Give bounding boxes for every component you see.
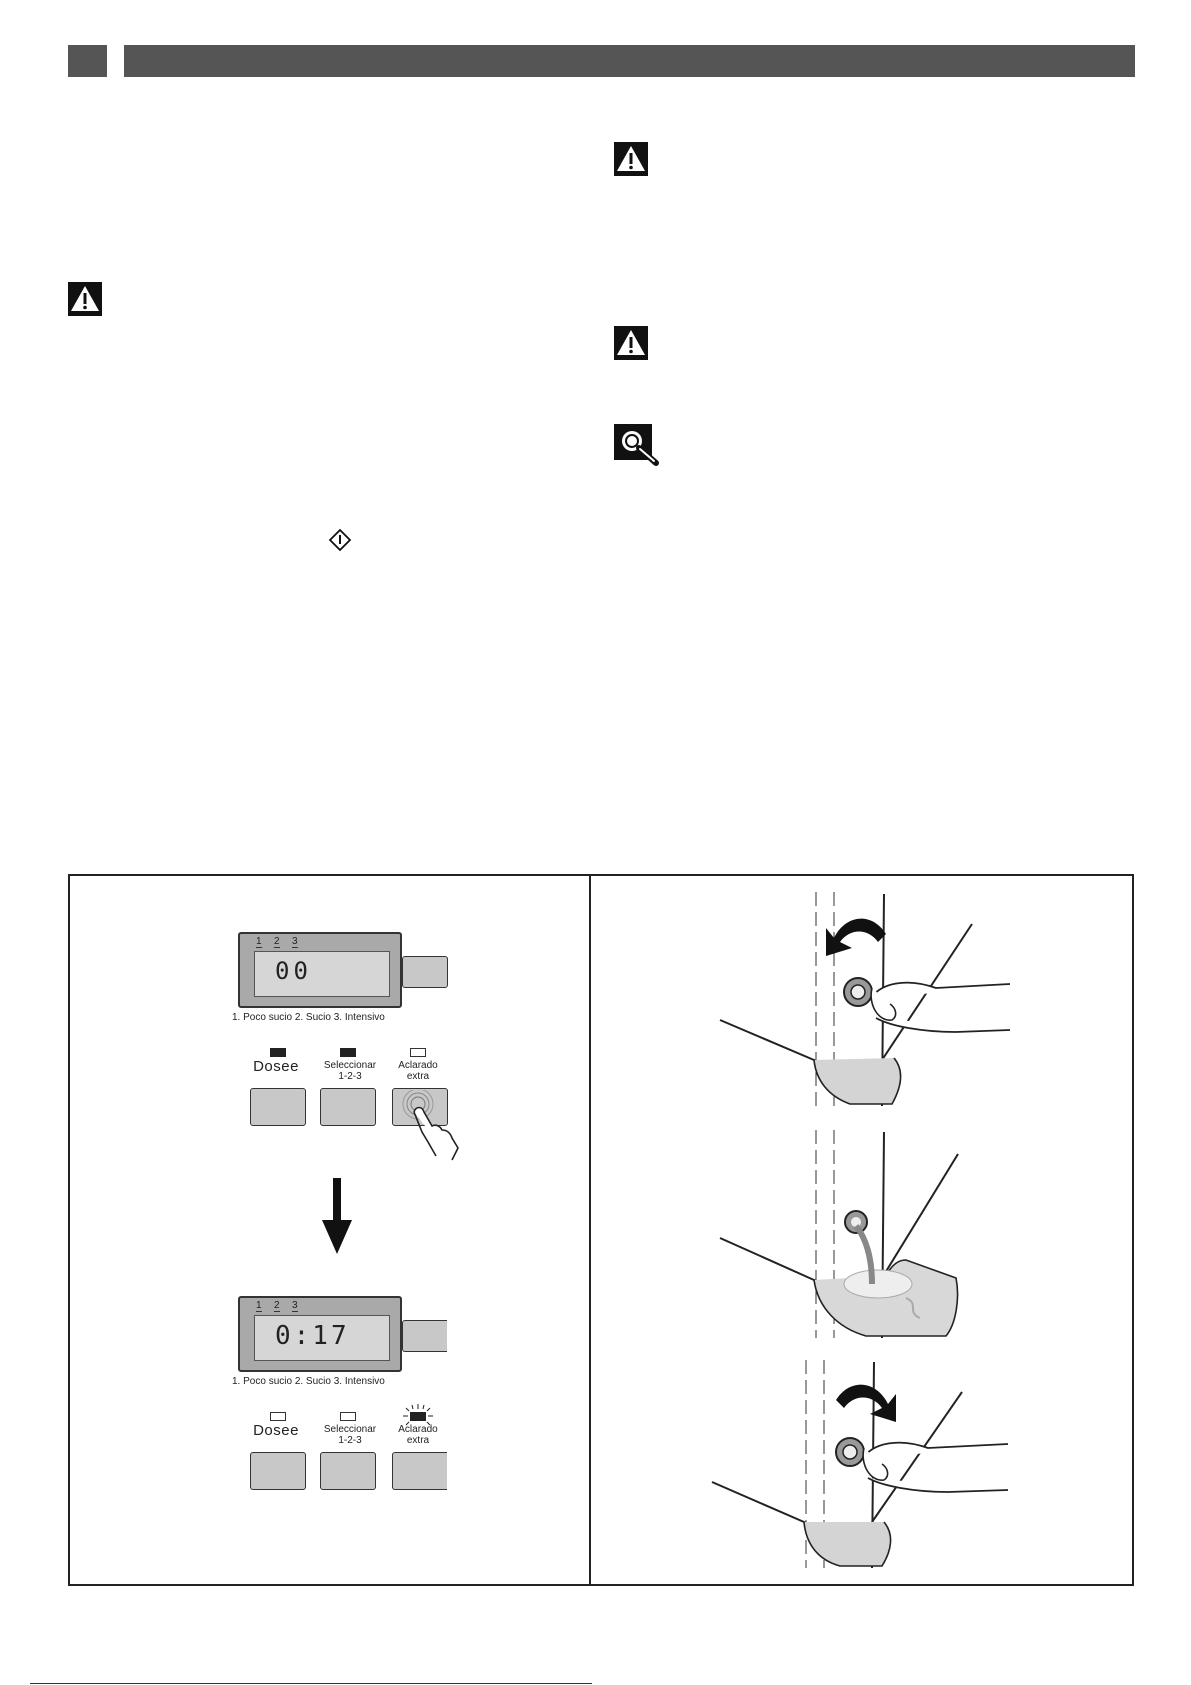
select-button-label: Seleccionar 1-2-3 (323, 1060, 377, 1082)
footer-rule (30, 1683, 592, 1684)
level-number: 2 (274, 1300, 280, 1311)
dose-button-label: Dosee (253, 1058, 299, 1075)
dose-indicator-led (270, 1412, 286, 1421)
level-number: 1 (256, 1300, 262, 1311)
warning-triangle-icon (68, 282, 102, 316)
step-open-drain-cap (710, 890, 1020, 1106)
select-1-2-3-button[interactable] (320, 1088, 376, 1126)
display-side-button[interactable] (402, 956, 448, 988)
level-number: 1 (256, 936, 262, 947)
control-panel-after (232, 1296, 458, 1516)
lcd-display (238, 932, 402, 1008)
lcd-readout: 0:17 (275, 1321, 350, 1351)
finger-press-icon (392, 1090, 472, 1162)
extra-rinse-button[interactable] (392, 1452, 447, 1490)
illustration-divider (589, 874, 591, 1586)
down-arrow-icon (322, 1178, 352, 1254)
lcd-screen (254, 1315, 390, 1361)
level-number: 3 (292, 936, 298, 947)
select-button-label: Seleccionar 1-2-3 (323, 1424, 377, 1446)
dose-button[interactable] (250, 1088, 306, 1126)
lcd-display (238, 1296, 402, 1372)
dose-button-label: Dosee (253, 1422, 299, 1439)
rinse-button-label: Aclarado extra (398, 1424, 438, 1446)
rinse-button-label: Aclarado extra (398, 1060, 438, 1082)
dose-button[interactable] (250, 1452, 306, 1490)
magnifier-icon (614, 424, 660, 466)
select-indicator-led (340, 1048, 356, 1057)
warning-triangle-icon (614, 326, 648, 360)
lcd-readout: 00 (275, 957, 312, 985)
display-side-button[interactable] (402, 1320, 447, 1352)
select-indicator-led (340, 1412, 356, 1421)
lcd-screen (254, 951, 390, 997)
select-1-2-3-button[interactable] (320, 1452, 376, 1490)
step-water-draining (710, 1128, 970, 1338)
page-number-tab (68, 45, 107, 77)
level-number: 3 (292, 1300, 298, 1311)
level-numbers (250, 1301, 310, 1313)
level-number: 2 (274, 936, 280, 947)
warning-triangle-icon (614, 142, 648, 176)
rinse-indicator-led (410, 1048, 426, 1057)
step-close-drain-cap (710, 1358, 1020, 1568)
soil-level-legend: 1. Poco sucio 2. Sucio 3. Intensivo (232, 1012, 385, 1023)
section-header-bar (124, 45, 1135, 77)
level-numbers (250, 937, 310, 949)
soil-level-legend: 1. Poco sucio 2. Sucio 3. Intensivo (232, 1376, 385, 1387)
start-diamond-icon (328, 528, 352, 552)
dose-indicator-led (270, 1048, 286, 1057)
